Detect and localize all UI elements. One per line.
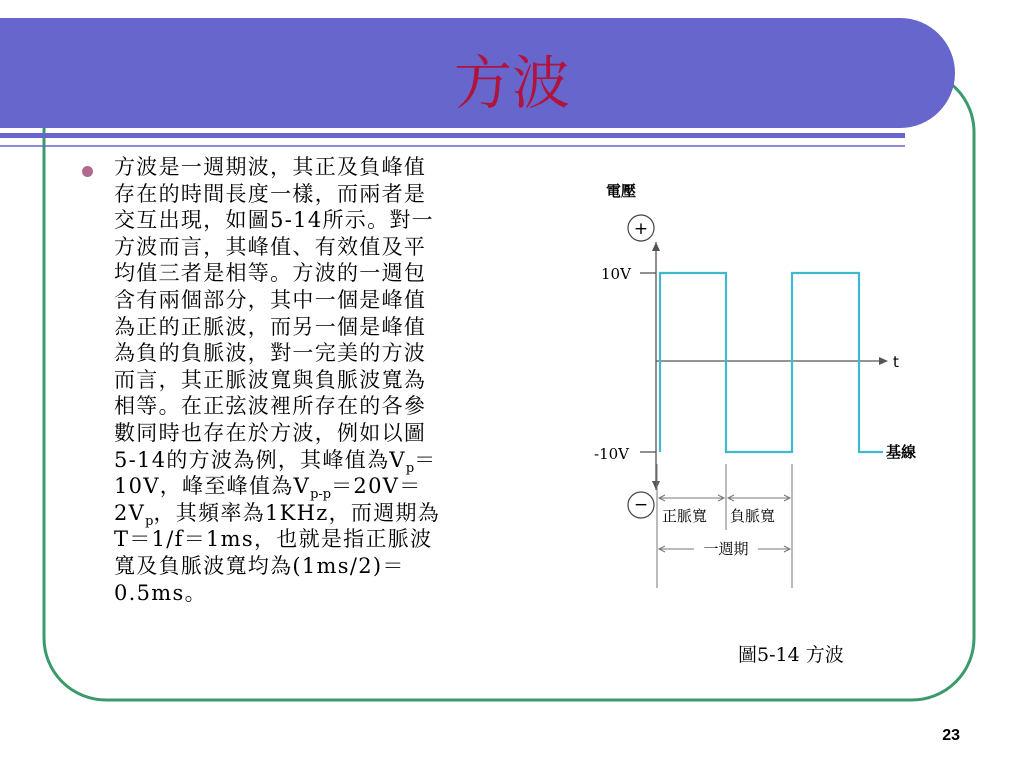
body-line: 為負的負脈波，對一完美的方波 [114, 341, 427, 366]
upper-level-label: 10V [601, 265, 631, 283]
peak-equals: ＝ [414, 447, 437, 472]
body-paragraph [114, 154, 534, 606]
voltage-axis-arrow-up [652, 242, 660, 251]
square-wave-figure [594, 182, 916, 588]
body-line: 方波而言，其峰值、有效值及平 [114, 234, 427, 259]
page-number: 23 [942, 727, 960, 744]
peak-subscript: p [405, 460, 415, 476]
freq-text: 2V [114, 500, 146, 525]
body-line: 寬及負脈波寬均為(1ms/2)＝ [114, 553, 405, 578]
body-line: 相等。在正弦波裡所存在的各參 [114, 394, 427, 419]
body-line-peak-to-peak [114, 473, 534, 503]
body-line: 均值三者是相等。方波的一週包 [114, 261, 427, 286]
y-axis-label: 電壓 [606, 182, 637, 200]
pp-subscript: p-p [310, 487, 332, 503]
square-wave [660, 273, 883, 452]
freq-subscript: p [145, 513, 154, 529]
bullet-dot [82, 166, 93, 177]
pp-value: ＝20V＝ [331, 474, 422, 499]
negative-width-label: 負脈寬 [730, 507, 776, 525]
time-axis-arrow [879, 357, 888, 365]
body-line: 含有兩個部分，其中一個是峰值 [114, 287, 427, 312]
voltage-axis-arrow-down [652, 481, 660, 490]
pp-text: 10V，峰至峰值為V [114, 474, 311, 499]
body-line-frequency [114, 500, 534, 527]
body-line: 交互出現，如圖5-14所示。對一 [114, 208, 434, 233]
body-line: T＝1/f＝1ms，也就是指正脈波 [114, 527, 433, 552]
body-line: 而言，其正脈波寬與負脈波寬為 [114, 367, 427, 392]
figure-caption: 圖5-14 方波 [738, 644, 844, 666]
positive-width-label: 正脈寬 [662, 507, 708, 525]
time-label: t [893, 353, 899, 371]
period-label: 一週期 [703, 540, 749, 558]
body-line: 存在的時間長度一樣，而兩者是 [114, 181, 427, 206]
lower-level-label: -10V [594, 445, 629, 463]
baseline-label: 基線 [886, 443, 917, 461]
body-line-peak [114, 447, 534, 474]
minus-symbol: − [633, 495, 649, 515]
freq-rest: ，其頻率為1KHz，而週期為 [153, 500, 441, 525]
body-line: 0.5ms。 [114, 580, 207, 605]
plus-symbol: + [633, 219, 649, 239]
peak-text: 5-14的方波為例，其峰值為V [114, 447, 406, 472]
body-line: 方波是一週期波，其正及負峰值 [114, 155, 427, 179]
slide-title: 方波 [453, 49, 570, 117]
body-line: 為正的正脈波，而另一個是峰值 [114, 314, 427, 339]
body-line: 數同時也存在於方波，例如以圖 [114, 420, 427, 445]
banner-stripe [0, 133, 905, 138]
